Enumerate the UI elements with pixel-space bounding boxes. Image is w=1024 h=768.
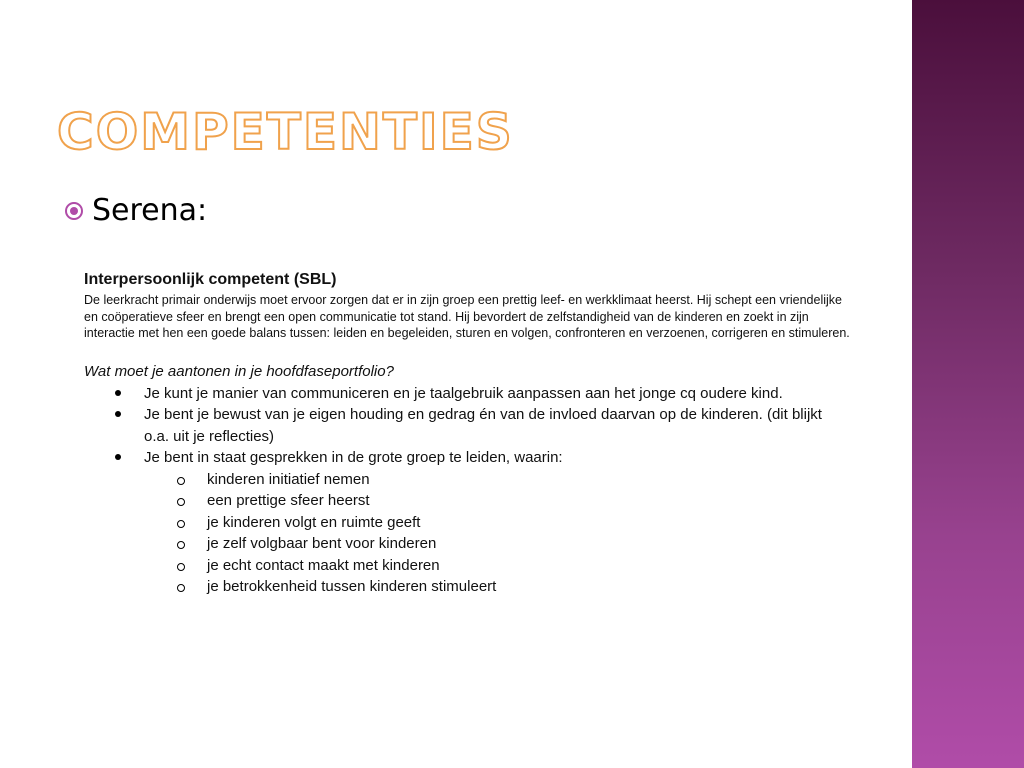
list-item-text: Je kunt je manier van communiceren en je taalgebruik aanpassen aan het jonge cq oudere kind. [144, 384, 783, 402]
sub-list-item [84, 469, 874, 491]
list-item-text: Je bent je bewust van je eigen houding en gedrag én van de invloed daarvan op de kinderen. (dit blijkt o.a. uit je reflecties) [144, 406, 822, 445]
bullet-ring-icon [177, 541, 185, 549]
document-heading: Interpersoonlijk competent (SBL) [84, 271, 337, 288]
bullet-ring-icon [177, 563, 185, 571]
sub-list-item [84, 576, 874, 598]
document-body: De leerkracht primair onderwijs moet ervoor zorgen dat er in zijn groep een prettig leef- en werkklimaat heerst. Hij schept een vriendelijke en coöperatieve sfeer en brengt een open communicatie tot stand. Hij bevordert de zelfstandigheid van de kinderen en zoekt in zijn interactie met hen een goede balans tussen: leiden en begeleiden, sturen en volgen, confronteren en verzoenen, corrigeren en stimuleren. [84, 293, 850, 340]
bullet-dot-icon [115, 454, 121, 460]
sub-list [84, 469, 874, 598]
bullet-ring-icon [177, 584, 185, 592]
list-item [84, 447, 874, 598]
sub-list-item-text: je zelf volgbaar bent voor kinderen [207, 535, 437, 552]
bullet-dot-icon [115, 390, 121, 396]
sub-list-item [84, 555, 874, 577]
sub-list-item [84, 512, 874, 534]
document-question: Wat moet je aantonen in je hoofdfaseportfolio? [84, 362, 394, 380]
list-item [84, 404, 874, 447]
bullet-dot-icon [115, 411, 121, 417]
slide-title: COMPETENTIES [57, 103, 514, 161]
bullet-ring-icon [177, 520, 185, 528]
bullet-row [64, 190, 207, 232]
bullet-ring-icon [177, 477, 185, 485]
sub-list-item-text: een prettige sfeer heerst [207, 492, 370, 509]
sub-list-item-text: je kinderen volgt en ruimte geeft [207, 513, 421, 531]
radio-bullet-icon [64, 201, 84, 221]
sub-list-item-text: je betrokkenheid tussen kinderen stimuleert [207, 578, 497, 595]
sub-list-item [84, 533, 874, 555]
sub-list-item-text: je echt contact maakt met kinderen [207, 556, 440, 574]
list-item-text: Je bent in staat gesprekken in de grote groep te leiden, waarin: [144, 449, 563, 466]
sub-list-item-text: kinderen initiatief nemen [207, 470, 370, 488]
competence-list [84, 383, 874, 598]
bullet-ring-icon [177, 498, 185, 506]
embedded-document [84, 270, 874, 598]
list-item [84, 383, 874, 405]
decorative-side-band [912, 0, 1024, 768]
sub-list-item [84, 490, 874, 512]
bullet-text: Serena: [92, 193, 208, 228]
